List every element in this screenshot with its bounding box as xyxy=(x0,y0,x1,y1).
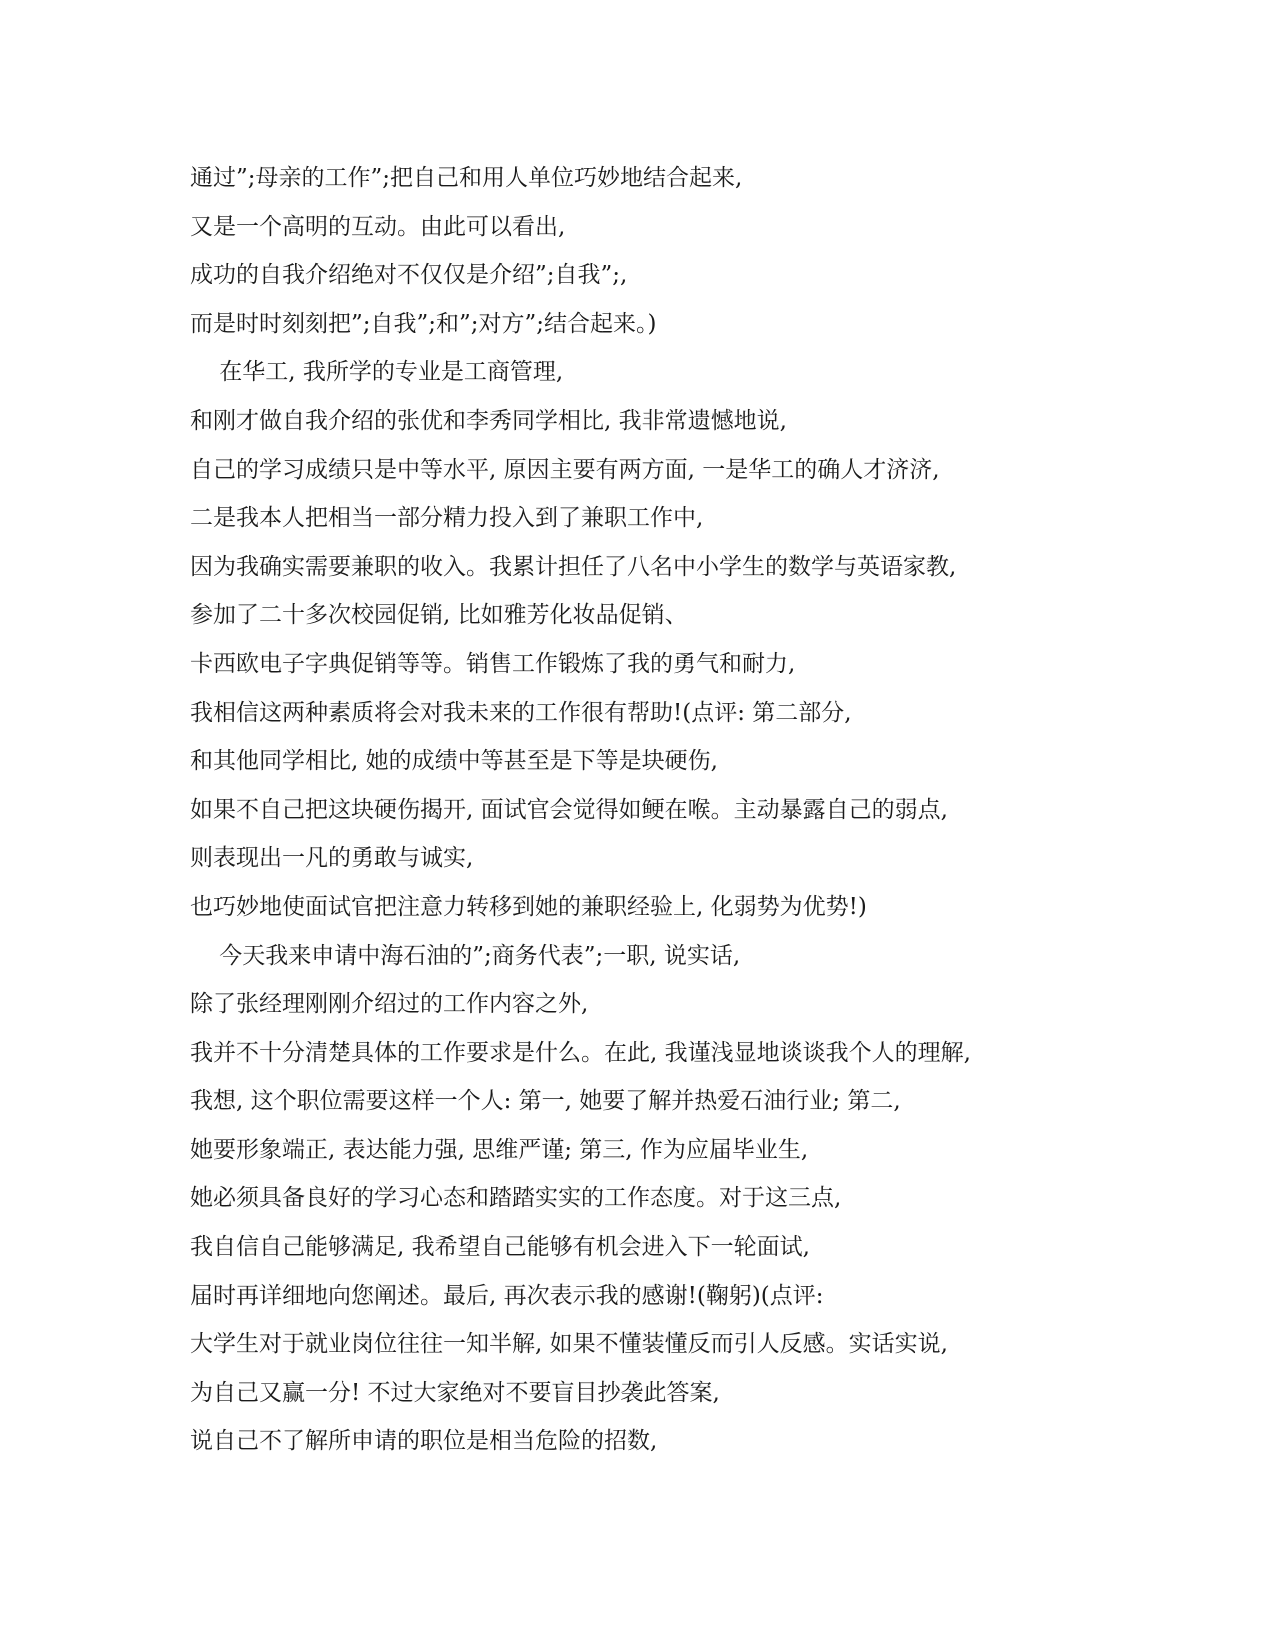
text-line: 也巧妙地使面试官把注意力转移到她的兼职经验上, 化弱势为优势!) xyxy=(190,893,867,920)
text-line: 届时再详细地向您阐述。最后, 再次表示我的感谢!(鞠躬)(点评: xyxy=(190,1282,824,1309)
text-line: 今天我来申请中海石油的”;商务代表”;一职, 说实话, xyxy=(190,942,741,969)
text-line: 大学生对于就业岗位往往一知半解, 如果不懂装懂反而引人反感。实话实说, xyxy=(190,1331,948,1358)
text-line: 二是我本人把相当一部分精力投入到了兼职工作中, xyxy=(190,505,704,532)
text-line: 我想, 这个职位需要这样一个人: 第一, 她要了解并热爱石油行业; 第二, xyxy=(190,1088,901,1115)
text-line: 参加了二十多次校园促销, 比如雅芳化妆品促销、 xyxy=(190,602,688,629)
text-line: 和刚才做自我介绍的张优和李秀同学相比, 我非常遗憾地说, xyxy=(190,407,787,434)
text-line: 而是时时刻刻把”;自我”;和”;对方”;结合起来。) xyxy=(190,310,657,337)
text-line: 说自己不了解所申请的职位是相当危险的招数, xyxy=(190,1428,658,1455)
text-line: 卡西欧电子字典促销等等。销售工作锻炼了我的勇气和耐力, xyxy=(190,650,796,677)
text-line: 则表现出一凡的勇敢与诚实, xyxy=(190,845,474,872)
text-line: 因为我确实需要兼职的收入。我累计担任了八名中小学生的数学与英语家教, xyxy=(190,553,957,580)
text-line: 自己的学习成绩只是中等水平, 原因主要有两方面, 一是华工的确人才济济, xyxy=(190,456,940,483)
text-line: 除了张经理刚刚介绍过的工作内容之外, xyxy=(190,991,589,1018)
text-line: 在华工, 我所学的专业是工商管理, xyxy=(190,359,564,386)
text-line: 成功的自我介绍绝对不仅仅是介绍”;自我”;, xyxy=(190,262,628,289)
text-line: 我自信自己能够满足, 我希望自己能够有机会进入下一轮面试, xyxy=(190,1234,810,1261)
text-line: 如果不自己把这块硬伤揭开, 面试官会觉得如鲠在喉。主动暴露自己的弱点, xyxy=(190,796,948,823)
body-text xyxy=(190,154,1090,1466)
text-line: 她要形象端正, 表达能力强, 思维严谨; 第三, 作为应届毕业生, xyxy=(190,1136,809,1163)
text-line: 为自己又赢一分! 不过大家绝对不要盲目抄袭此答案, xyxy=(190,1379,720,1406)
text-line: 又是一个高明的互动。由此可以看出, xyxy=(190,213,566,240)
text-line: 通过”;母亲的工作”;把自己和用人单位巧妙地结合起来, xyxy=(190,165,743,191)
text-line: 她必须具备良好的学习心态和踏踏实实的工作态度。对于这三点, xyxy=(190,1185,842,1212)
text-line: 我并不十分清楚具体的工作要求是什么。在此, 我谨浅显地谈谈我个人的理解, xyxy=(190,1039,971,1066)
text-line: 我相信这两种素质将会对我未来的工作很有帮助!(点评: 第二部分, xyxy=(190,699,852,726)
text-line: 和其他同学相比, 她的成绩中等甚至是下等是块硬伤, xyxy=(190,748,718,775)
